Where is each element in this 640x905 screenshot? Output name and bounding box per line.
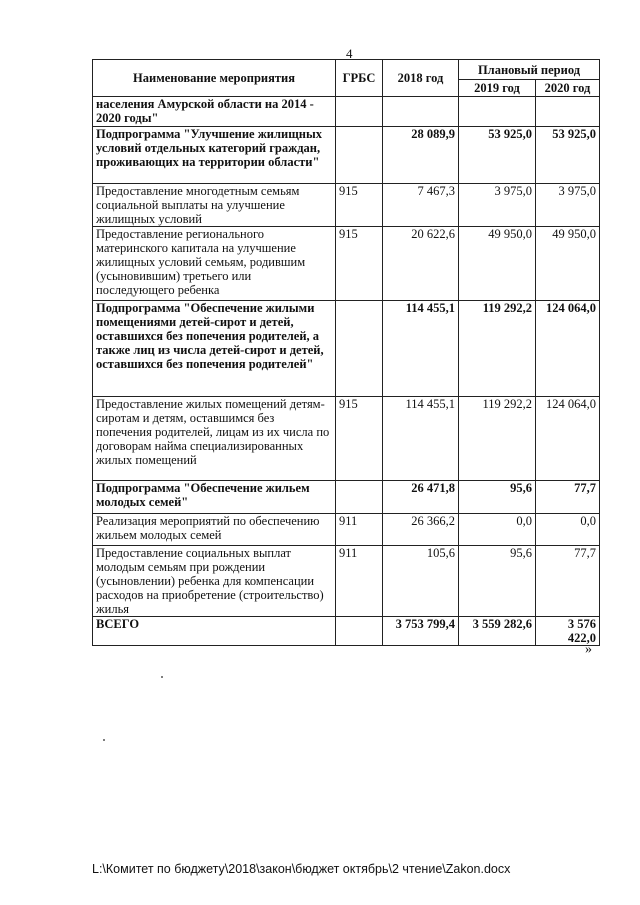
cell-2018: 7 467,3 xyxy=(383,184,459,227)
table-row xyxy=(93,546,600,617)
table-row xyxy=(93,227,600,301)
footer-file-path: L:\Комитет по бюджету\2018\закон\бюджет октябрь\2 чтение\Zakon.docx xyxy=(92,862,511,876)
cell-2020: 49 950,0 xyxy=(536,227,600,301)
cell-grbs xyxy=(336,481,383,514)
cell-2019: 95,6 xyxy=(459,546,536,617)
cell-name: Подпрограмма "Обеспечение жилыми помещениями детей-сирот и детей, оставшихся без попечения родителей, а также лиц из числа детей-сирот и детей, оставшихся без попечения родителей" xyxy=(93,301,336,397)
cell-name: ВСЕГО xyxy=(93,617,336,646)
cell-2018: 114 455,1 xyxy=(383,301,459,397)
cell-name: Подпрограмма "Обеспечение жильем молодых семей" xyxy=(93,481,336,514)
table-row xyxy=(93,97,600,127)
table-row xyxy=(93,514,600,546)
cell-2020: 77,7 xyxy=(536,481,600,514)
cell-2018: 20 622,6 xyxy=(383,227,459,301)
cell-2019: 3 975,0 xyxy=(459,184,536,227)
scan-speck xyxy=(161,676,163,678)
cell-2020: 77,7 xyxy=(536,546,600,617)
cell-2019: 3 559 282,6 xyxy=(459,617,536,646)
cell-name: Подпрограмма "Улучшение жилищных условий отдельных категорий граждан, проживающих на территории области" xyxy=(93,127,336,184)
table-row xyxy=(93,617,600,646)
page-number: 4 xyxy=(346,46,353,61)
cell-name: Реализация мероприятий по обеспечению жильем молодых семей xyxy=(93,514,336,546)
cell-name: Предоставление регионального материнского капитала на улучшение жилищных условий семьям, родившим (усыновившим) третьего или последующего ребенка xyxy=(93,227,336,301)
cell-2018 xyxy=(383,97,459,127)
cell-2018: 114 455,1 xyxy=(383,397,459,481)
header-2018: 2018 год xyxy=(383,60,459,97)
cell-2018: 3 753 799,4 xyxy=(383,617,459,646)
cell-2020: 124 064,0 xyxy=(536,301,600,397)
cell-2018: 26 471,8 xyxy=(383,481,459,514)
cell-2020: 0,0 xyxy=(536,514,600,546)
cell-2019 xyxy=(459,97,536,127)
cell-2020: 124 064,0 xyxy=(536,397,600,481)
cell-grbs xyxy=(336,97,383,127)
header-planned-period: Плановый период xyxy=(459,60,600,80)
scan-speck xyxy=(103,739,105,741)
closing-quote: » xyxy=(585,642,592,657)
cell-name: Предоставление жилых помещений детям-сиротам и детям, оставшимся без попечения родителей, лицам из их числа по договорам найма специализированных жилых помещений xyxy=(93,397,336,481)
table-row xyxy=(93,301,600,397)
cell-grbs: 915 xyxy=(336,227,383,301)
table-row xyxy=(93,184,600,227)
header-grbs: ГРБС xyxy=(336,60,383,97)
table-body xyxy=(93,97,600,646)
cell-2019: 95,6 xyxy=(459,481,536,514)
cell-grbs xyxy=(336,301,383,397)
cell-2020 xyxy=(536,97,600,127)
table-row xyxy=(93,397,600,481)
budget-table xyxy=(92,59,600,646)
header-2020: 2020 год xyxy=(536,80,600,97)
cell-2020: 3 975,0 xyxy=(536,184,600,227)
cell-2020: 53 925,0 xyxy=(536,127,600,184)
cell-2018: 105,6 xyxy=(383,546,459,617)
header-2019: 2019 год xyxy=(459,80,536,97)
cell-2018: 28 089,9 xyxy=(383,127,459,184)
cell-grbs xyxy=(336,127,383,184)
cell-grbs: 911 xyxy=(336,514,383,546)
cell-name: Предоставление социальных выплат молодым семьям при рождении (усыновлении) ребенка для компенсации расходов на приобретение (строительство) жилья xyxy=(93,546,336,617)
cell-2019: 119 292,2 xyxy=(459,301,536,397)
cell-name: населения Амурской области на 2014 - 2020 годы" xyxy=(93,97,336,127)
cell-2018: 26 366,2 xyxy=(383,514,459,546)
header-name: Наименование мероприятия xyxy=(93,60,336,97)
cell-2019: 49 950,0 xyxy=(459,227,536,301)
table-row xyxy=(93,127,600,184)
cell-2019: 53 925,0 xyxy=(459,127,536,184)
table-row xyxy=(93,481,600,514)
cell-2019: 0,0 xyxy=(459,514,536,546)
cell-name: Предоставление многодетным семьям социальной выплаты на улучшение жилищных условий xyxy=(93,184,336,227)
cell-grbs: 915 xyxy=(336,184,383,227)
cell-grbs xyxy=(336,617,383,646)
cell-grbs: 915 xyxy=(336,397,383,481)
cell-grbs: 911 xyxy=(336,546,383,617)
cell-2020: 3 576 422,0 xyxy=(536,617,600,646)
cell-2019: 119 292,2 xyxy=(459,397,536,481)
